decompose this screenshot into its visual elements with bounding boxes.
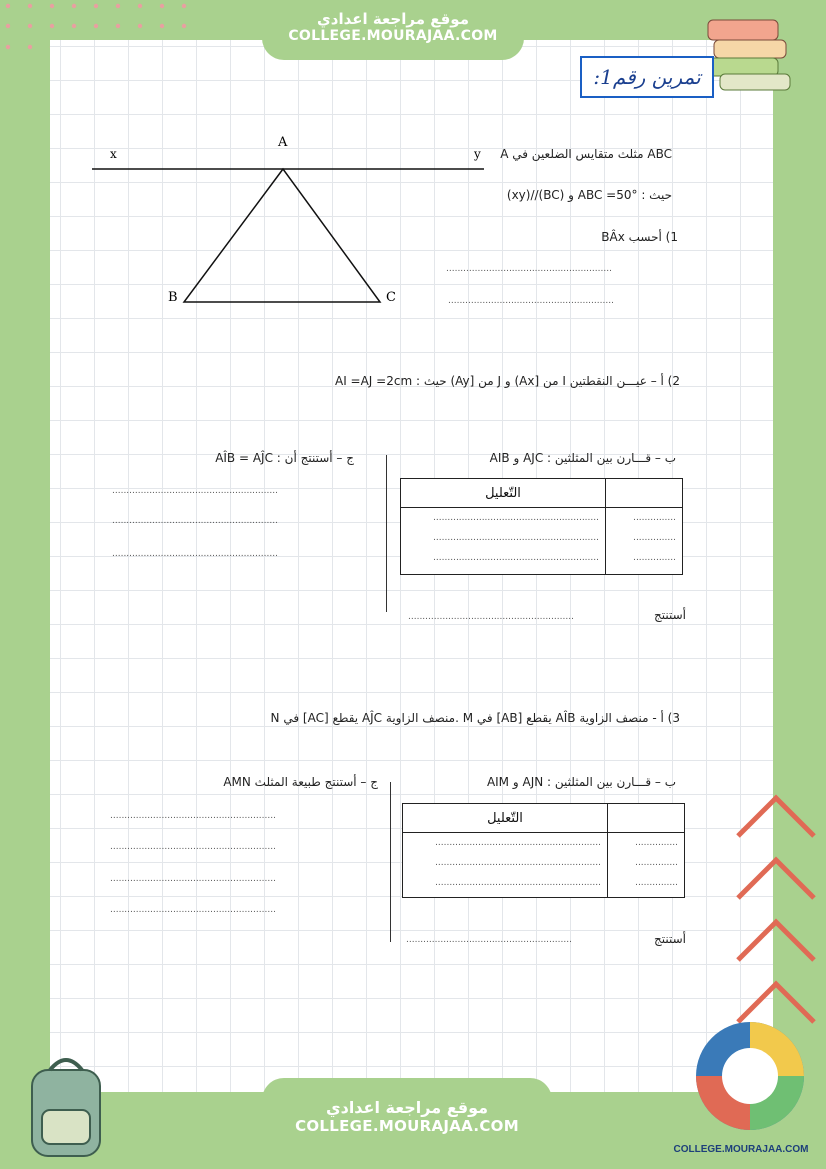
site-name: موقع مراجعة اعدادي bbox=[317, 10, 469, 28]
question-3b: ب – قـــارن بين المثلثين : AJN و AIM bbox=[486, 775, 676, 789]
chevron-decoration-icon bbox=[732, 790, 820, 1030]
question-2b: ب – قـــارن بين المثلثين : AJC و AIB bbox=[489, 451, 676, 465]
college-badge-icon bbox=[694, 1020, 814, 1140]
label-a: A bbox=[278, 135, 288, 150]
conclude-2: أستنتج bbox=[654, 608, 686, 622]
answer-line: .......................................................... bbox=[408, 612, 574, 622]
question-3a: 3) أ - منصف الزاوية AÎB يقطع [AB] في M .منصف الزاوية AĴC يقطع [AC] في N bbox=[270, 711, 680, 725]
column-divider bbox=[386, 455, 387, 612]
triangle-figure bbox=[90, 130, 510, 320]
answer-line: .......................................................... bbox=[110, 874, 276, 884]
site-name-bottom: موقع مراجعة اعدادي bbox=[325, 1098, 489, 1117]
answer-line: .......................................................... bbox=[110, 811, 276, 821]
table-cell: ............... ............... ............... bbox=[608, 833, 685, 898]
label-c: C bbox=[386, 290, 396, 305]
statement-line1: ABC مثلث متقايس الضلعين في A bbox=[500, 147, 672, 161]
top-banner bbox=[262, 0, 524, 60]
site-url[interactable]: COLLEGE.MOURAJAA.COM bbox=[288, 28, 498, 44]
question-2a: 2) أ – عيـــن النقطتين I من [Ax) و J من [Ay) حيث : AI =AJ =2cm bbox=[334, 374, 680, 388]
table-cell: .......................................................... .......................................................... .......................................................... bbox=[401, 508, 606, 575]
site-url-bottom[interactable]: COLLEGE.MOURAJAA.COM bbox=[295, 1117, 519, 1135]
answer-line: .......................................................... bbox=[112, 516, 278, 526]
answer-line: .......................................................... bbox=[446, 264, 612, 274]
answer-line: .......................................................... bbox=[110, 905, 276, 915]
comparison-table-1 bbox=[400, 478, 683, 575]
books-icon bbox=[700, 12, 800, 94]
badge-url[interactable]: COLLEGE.MOURAJAA.COM bbox=[673, 1144, 809, 1155]
table-header-justification: التّعليل bbox=[403, 804, 608, 833]
bottom-banner bbox=[262, 1078, 552, 1169]
answer-line: .......................................................... bbox=[406, 935, 572, 945]
question-1: 1) أحسب BÂx bbox=[601, 230, 678, 244]
answer-line: .......................................................... bbox=[110, 842, 276, 852]
label-b: B bbox=[168, 290, 178, 305]
table-cell: .......................................................... .......................................................... .......................................................... bbox=[403, 833, 608, 898]
question-2c: ج – أستنتج أن : AÎB = AĴC bbox=[215, 451, 354, 465]
table-cell: ............... ............... ............... bbox=[606, 508, 683, 575]
backpack-icon bbox=[14, 1052, 114, 1162]
question-3c: ج – أستنتج طبيعة المثلث AMN bbox=[223, 775, 378, 789]
table-header-justification: التّعليل bbox=[401, 479, 606, 508]
conclude-3: أستنتج bbox=[654, 932, 686, 946]
comparison-table-2 bbox=[402, 803, 685, 898]
exercise-title: تمرين رقم1: bbox=[580, 56, 714, 98]
answer-line: .......................................................... bbox=[448, 296, 614, 306]
statement-line2: حيث : ABC =50° و (BC)//(xy) bbox=[506, 188, 672, 202]
column-divider bbox=[390, 782, 391, 942]
table-header-empty bbox=[606, 479, 683, 508]
label-x: x bbox=[110, 147, 117, 161]
table-header-empty bbox=[608, 804, 685, 833]
label-y: y bbox=[474, 147, 481, 161]
answer-line: .......................................................... bbox=[112, 486, 278, 496]
triangle-abc bbox=[184, 169, 380, 302]
answer-line: .......................................................... bbox=[112, 549, 278, 559]
